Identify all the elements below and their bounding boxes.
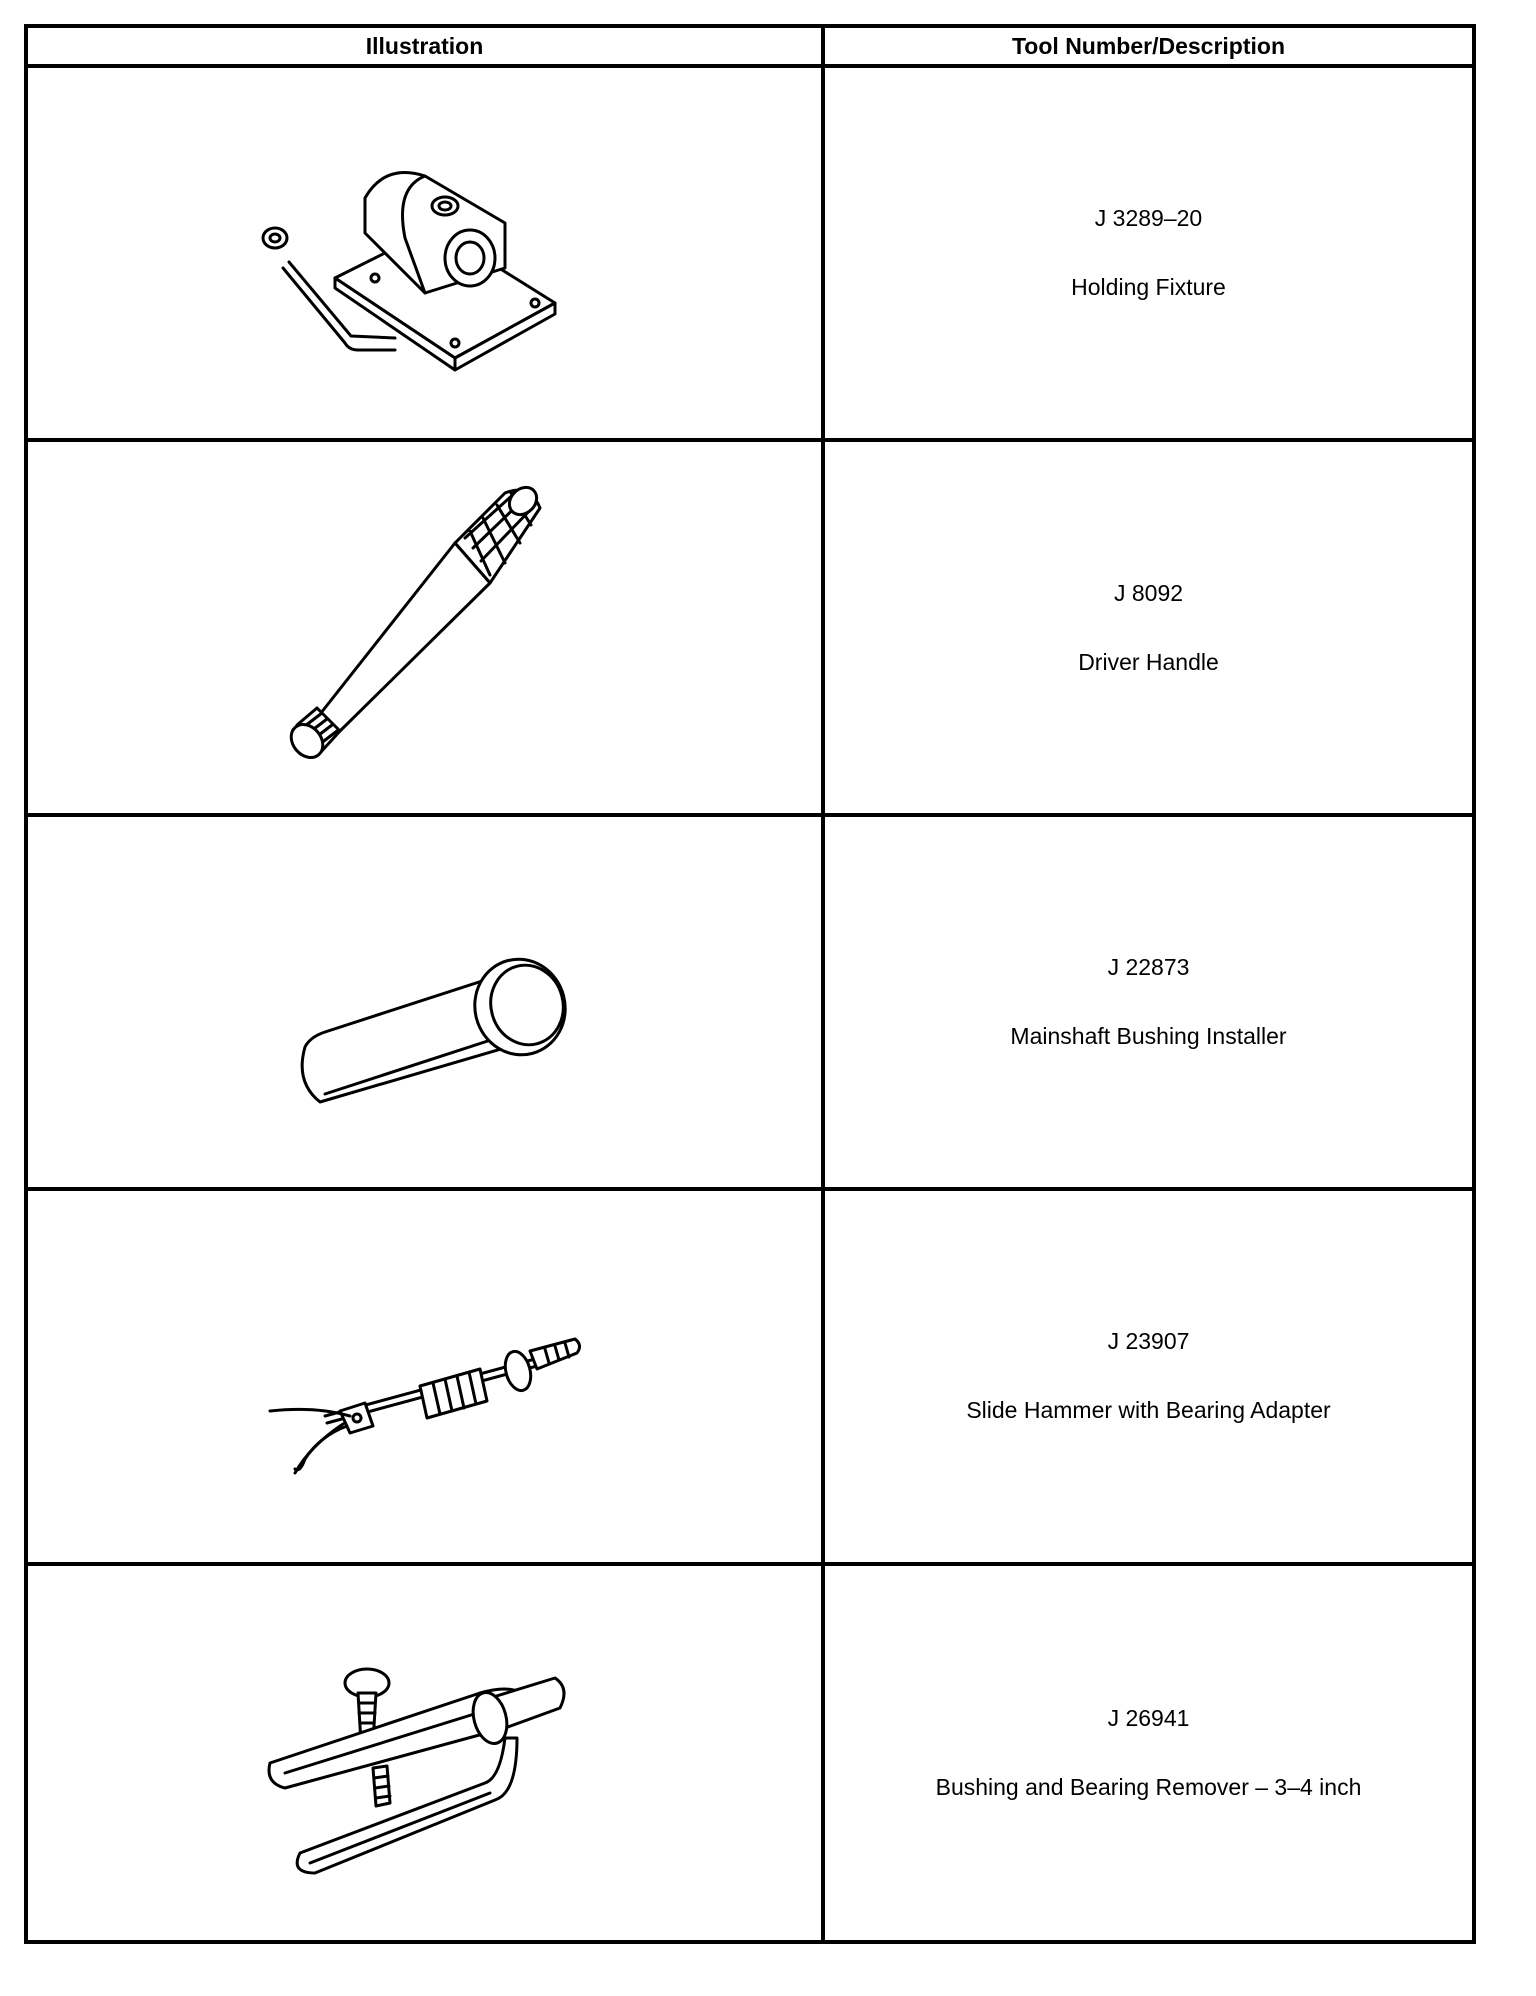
tools-table [24, 24, 1476, 1944]
slide-hammer-icon [255, 1211, 595, 1541]
holding-fixture-icon [255, 88, 595, 418]
tool-number: J 26941 [1107, 1704, 1190, 1731]
header-tool-description: Tool Number/Description [825, 28, 1472, 68]
bushing-remover-icon [255, 1588, 595, 1918]
tool-description: Slide Hammer with Bearing Adapter [966, 1397, 1331, 1424]
tool-description: Bushing and Bearing Remover – 3–4 inch [935, 1773, 1362, 1800]
illustration-cell [28, 1191, 825, 1565]
tool-description-cell [825, 817, 1472, 1191]
tool-description-cell [825, 1191, 1472, 1565]
illustration-cell [28, 817, 825, 1191]
tool-number: J 3289–20 [1094, 205, 1203, 232]
illustration-cell [28, 68, 825, 442]
tool-description: Driver Handle [1078, 648, 1219, 675]
illustration-cell [28, 442, 825, 816]
tool-description: Mainshaft Bushing Installer [1010, 1022, 1287, 1049]
illustration-cell [28, 1566, 825, 1940]
header-illustration: Illustration [28, 28, 825, 68]
driver-handle-icon [255, 463, 595, 793]
tool-description-cell [825, 1566, 1472, 1940]
tool-number: J 22873 [1107, 953, 1190, 980]
tool-number: J 8092 [1113, 579, 1184, 606]
tool-number: J 23907 [1107, 1328, 1190, 1355]
bushing-installer-icon [255, 837, 595, 1167]
tool-description-cell [825, 442, 1472, 816]
tool-description: Holding Fixture [1071, 274, 1226, 301]
tool-description-cell [825, 68, 1472, 442]
